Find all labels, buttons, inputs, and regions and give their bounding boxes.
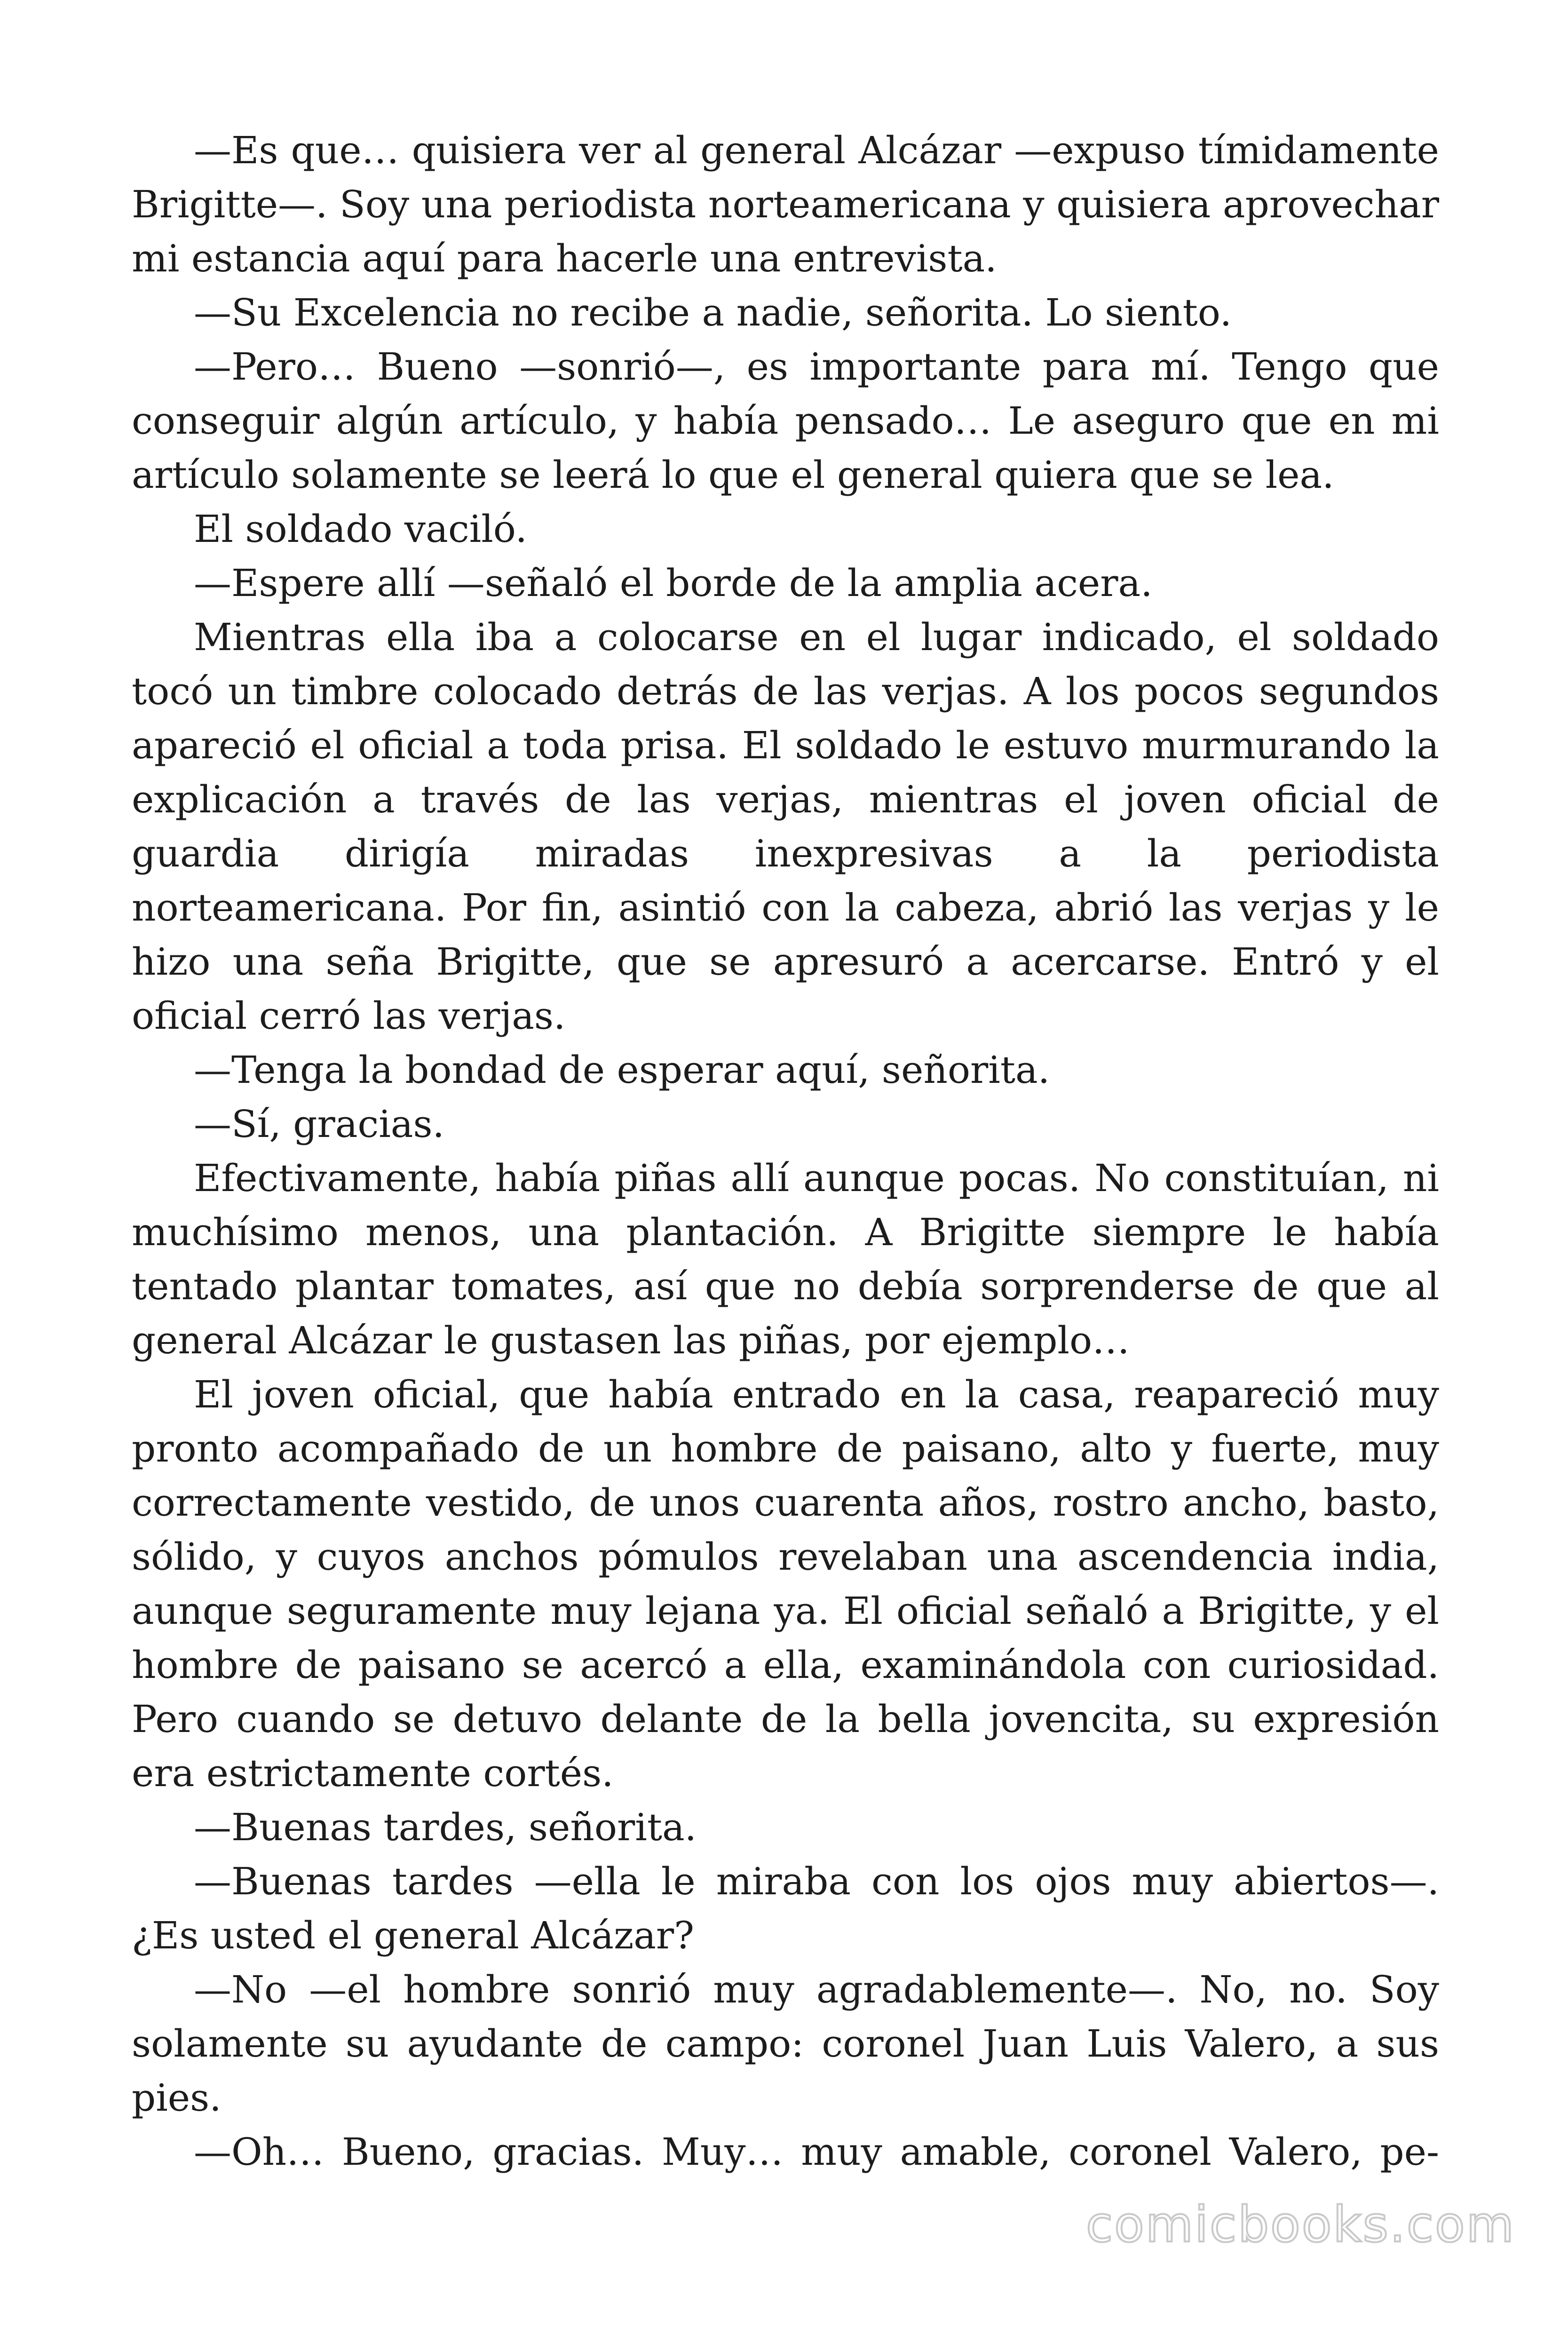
paragraph-continued: —Oh… Bueno, gracias. Muy… muy amable, coronel Valero, pe-: [194, 2130, 1439, 2174]
paragraph: —Sí, gracias.: [194, 1102, 444, 1146]
paragraph: —No —el hombre sonrió muy agradablemente—. No, no. Soy solamente su ayudante de campo: coronel Juan Luis Valero, a sus pies.: [132, 1968, 1439, 2120]
paragraph: Mientras ella iba a colocarse en el lugar indicado, el soldado tocó un timbre colocado detrás de las verjas. A los pocos segundos apareció el oficial a toda prisa. El soldado le estuvo murmurando la explicación a través de las verjas, mientras el joven oficial de guardia dirigía miradas inexpresivas a la periodista norteamericana. Por fin, asintió con la cabeza, abrió las verjas y le hizo una seña Brigitte, que se apresuró a acercarse. Entró y el oficial cerró las verjas.: [132, 615, 1439, 1038]
paragraph: —Pero… Bueno —sonrió—, es importante para mí. Tengo que conseguir algún artículo, y había pensado… Le aseguro que en mi artículo solamente se leerá lo que el general quiera que se lea.: [132, 345, 1439, 497]
paragraph: —Espere allí —señaló el borde de la amplia acera.: [194, 561, 1153, 605]
paragraph: —Es que… quisiera ver al general Alcázar —expuso tímidamente Brigitte—. Soy una periodista norteamericana y quisiera aprovechar mi estancia aquí para hacerle una entrevista.: [132, 128, 1439, 280]
watermark-text: comicbooks.com: [1085, 2196, 1515, 2253]
book-page-text: [132, 123, 1439, 2179]
paragraph: Efectivamente, había piñas allí aunque pocas. No constituían, ni muchísimo menos, una plantación. A Brigitte siempre le había tentado plantar tomates, así que no debía sorprenderse de que al general Alcázar le gustasen las piñas, por ejemplo…: [132, 1156, 1439, 1362]
paragraph: —Buenas tardes —ella le miraba con los ojos muy abiertos—. ¿Es usted el general Alcázar?: [132, 1859, 1439, 1957]
paragraph: —Tenga la bondad de esperar aquí, señorita.: [194, 1048, 1050, 1092]
paragraph: El soldado vaciló.: [194, 507, 527, 551]
paragraph: —Buenas tardes, señorita.: [194, 1805, 697, 1849]
paragraph: —Su Excelencia no recibe a nadie, señorita. Lo siento.: [194, 291, 1232, 334]
paragraph: El joven oficial, que había entrado en la casa, reapareció muy pronto acompañado de un hombre de paisano, alto y fuerte, muy correctamente vestido, de unos cuarenta años, rostro ancho, basto, sólido, y cuyos anchos pómulos revelaban una ascendencia india, aunque seguramente muy lejana ya. El oficial señaló a Brigitte, y el hombre de paisano se acercó a ella, examinándola con curiosidad. Pero cuando se detuvo delante de la bella jovencita, su expresión era estrictamente cortés.: [132, 1373, 1439, 1795]
